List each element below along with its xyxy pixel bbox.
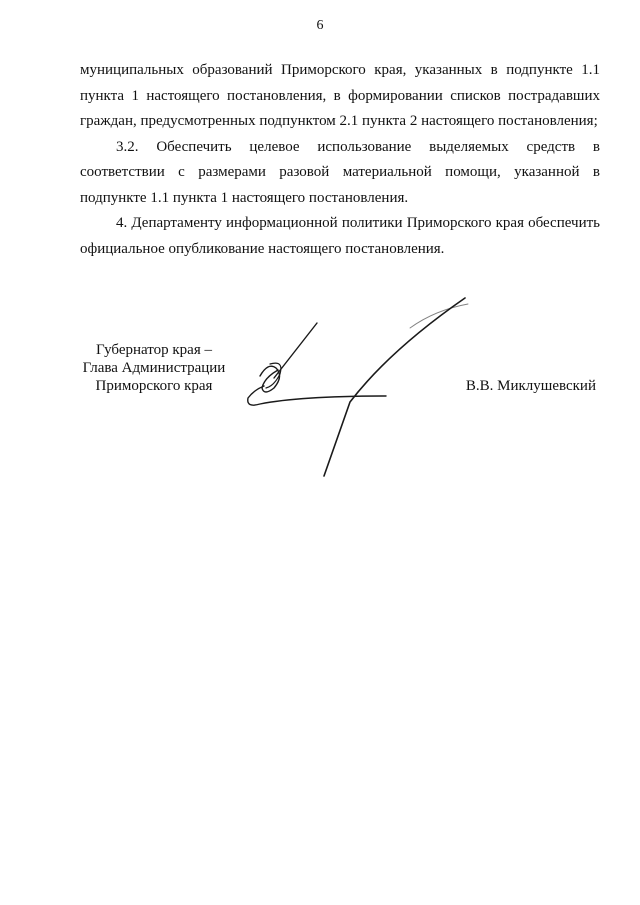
handwritten-signature bbox=[240, 290, 480, 480]
signatory-position bbox=[80, 341, 228, 395]
paragraph-3-2: 3.2. Обеспечить целевое использование выделяемых средств в соответствии с размерами разовой материальной помощи, указанной в подпункте 1.1 пункта 1 настоящего постановления. bbox=[80, 138, 600, 206]
paragraph-4: 4. Департаменту информационной политики Приморского края обеспечить официальное опубликование настоящего постановления. bbox=[80, 215, 600, 257]
page-number: 6 bbox=[316, 18, 324, 33]
position-line-2: Глава Администрации bbox=[82, 360, 226, 376]
position-line-1: Губернатор края – bbox=[96, 342, 212, 358]
document-body bbox=[80, 58, 600, 262]
signatory-name: В.В. Миклушевский bbox=[465, 378, 596, 394]
paragraph-continuation: муниципальных образований Приморского края, указанных в подпункте 1.1 пункта 1 настоящего постановления, в формировании списков пострадавших граждан, предусмотренных подпунктом 2.1 пункта 2 настоящего постановления; bbox=[80, 62, 600, 129]
position-line-3: Приморского края bbox=[95, 378, 213, 394]
